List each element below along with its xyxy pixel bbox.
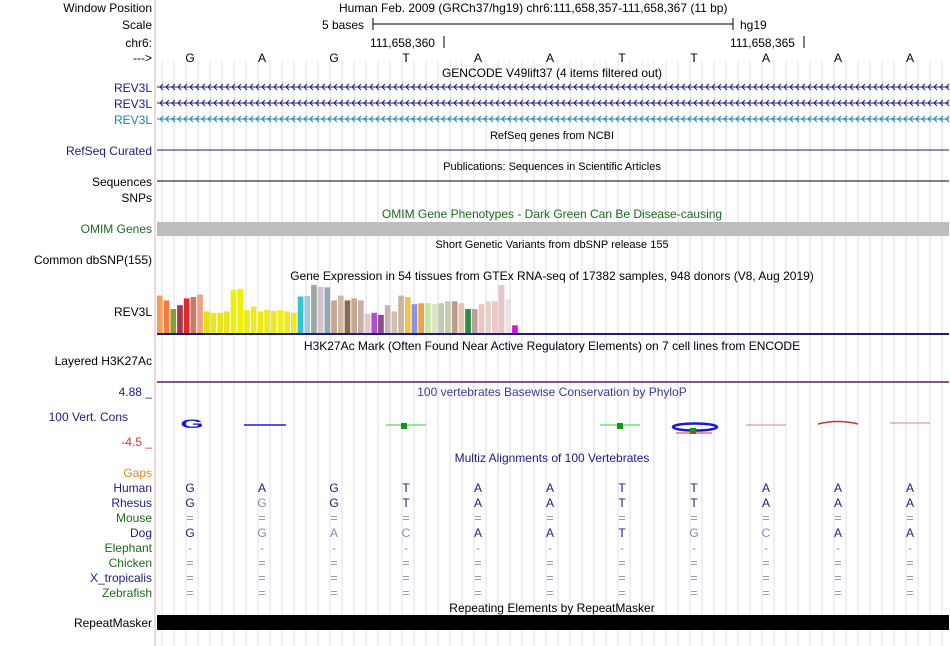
- alignment-base: =: [906, 571, 914, 585]
- gtex-tissue-bar[interactable]: [505, 299, 511, 333]
- ruler-base: A: [473, 51, 483, 65]
- alignment-base: =: [258, 571, 266, 585]
- alignment-base: A: [473, 526, 483, 540]
- alignment-base: G: [689, 526, 699, 540]
- alignment-base: A: [473, 496, 483, 510]
- scale-bar: [373, 18, 733, 30]
- gtex-tissue-bar[interactable]: [311, 285, 317, 333]
- alignment-base: A: [833, 526, 843, 540]
- repeatmasker-bar[interactable]: [157, 615, 949, 630]
- gtex-tissue-bar[interactable]: [405, 297, 411, 333]
- ruler-base: A: [545, 51, 555, 65]
- alignment-base: A: [545, 496, 555, 510]
- gtex-tissue-bar[interactable]: [351, 298, 357, 333]
- gtex-tissue-bar[interactable]: [425, 303, 431, 333]
- alignment-base: =: [402, 556, 410, 570]
- alignment-base: A: [905, 481, 915, 495]
- alignment-base: =: [186, 556, 194, 570]
- alignment-base: =: [618, 586, 626, 600]
- alignment-base: =: [690, 556, 698, 570]
- alignment-base: C: [761, 526, 771, 540]
- alignment-base: -: [476, 541, 480, 555]
- alignment-base: T: [402, 496, 410, 510]
- gtex-tissue-bar[interactable]: [271, 311, 277, 333]
- strand-label: --->: [133, 51, 152, 65]
- alignment-base: T: [618, 481, 626, 495]
- gtex-tissue-bar[interactable]: [365, 314, 371, 333]
- gtex-tissue-bar[interactable]: [244, 310, 250, 333]
- alignment-base: C: [401, 526, 411, 540]
- ruler-base: A: [905, 51, 915, 65]
- gtex-tissue-bar[interactable]: [385, 305, 391, 333]
- gtex-tissue-bar[interactable]: [512, 325, 518, 333]
- species-label[interactable]: X_tropicalis: [89, 571, 152, 585]
- snps-label[interactable]: SNPs: [121, 191, 152, 205]
- gtex-title[interactable]: Gene Expression in 54 tissues from GTEx RNA-seq of 17382 samples, 948 donors (V8, Aug 2019): [290, 269, 814, 283]
- alignment-base: =: [330, 571, 338, 585]
- alignment-base: T: [402, 481, 410, 495]
- gencode-item-2[interactable]: REV3L: [113, 97, 152, 111]
- gtex-tissue-bar[interactable]: [284, 311, 290, 333]
- alignment-base: =: [618, 571, 626, 585]
- gaps-label: Gaps: [123, 466, 152, 480]
- alignment-base: =: [618, 556, 626, 570]
- gtex-tissue-bar[interactable]: [278, 310, 284, 333]
- alignment-base: A: [329, 526, 339, 540]
- species-label[interactable]: Chicken: [108, 556, 152, 570]
- alignment-base: =: [690, 586, 698, 600]
- gtex-tissue-bar[interactable]: [412, 304, 418, 333]
- alignment-base: G: [257, 526, 267, 540]
- gtex-tissue-bar[interactable]: [298, 297, 304, 334]
- alignment-base: =: [258, 586, 266, 600]
- alignment-base: G: [185, 481, 195, 495]
- gtex-tissue-bar[interactable]: [204, 311, 210, 333]
- gtex-tissue-bar[interactable]: [499, 285, 505, 333]
- omim-label[interactable]: OMIM Genes: [80, 222, 152, 236]
- gtex-tissue-bar[interactable]: [465, 309, 471, 333]
- species-label[interactable]: Mouse: [115, 511, 152, 525]
- phylop-min: -4.5 _: [121, 435, 152, 449]
- dbsnp-title[interactable]: Short Genetic Variants from dbSNP release 155: [435, 239, 669, 251]
- gencode-gene-line[interactable]: [157, 116, 949, 122]
- alignment-base: =: [834, 556, 842, 570]
- h3k27ac-label[interactable]: Layered H3K27Ac: [54, 354, 152, 368]
- assembly-title: Human Feb. 2009 (GRCh37/hg19) chr6:111,658,357-111,658,367 (11 bp): [339, 1, 728, 15]
- alignment-base: =: [258, 511, 266, 525]
- alignment-base: A: [545, 481, 555, 495]
- position-label-2: 111,658,365: [730, 36, 795, 50]
- gtex-tissue-bar[interactable]: [432, 304, 438, 333]
- alignment-base: -: [836, 541, 840, 555]
- ruler-base: G: [185, 51, 195, 65]
- alignment-base: =: [546, 586, 554, 600]
- gtex-tissue-bar[interactable]: [479, 304, 485, 333]
- gtex-tissue-bar[interactable]: [191, 297, 197, 333]
- alignment-base: -: [260, 541, 264, 555]
- alignment-base: G: [257, 496, 267, 510]
- chrom-label: chr6:: [125, 36, 152, 50]
- scale-db: hg19: [740, 18, 767, 32]
- phylop-label[interactable]: 100 Vert. Cons: [48, 410, 128, 424]
- alignment-base: -: [692, 541, 696, 555]
- alignment-base: G: [329, 481, 339, 495]
- alignment-base: A: [761, 496, 771, 510]
- species-label[interactable]: Elephant: [104, 541, 152, 555]
- alignment-base: =: [402, 586, 410, 600]
- gtex-tissue-bar[interactable]: [170, 309, 176, 333]
- gtex-tissue-bar[interactable]: [418, 303, 424, 333]
- alignment-base: =: [906, 511, 914, 525]
- alignment-base: =: [834, 511, 842, 525]
- alignment-base: =: [402, 571, 410, 585]
- alignment-base: =: [546, 511, 554, 525]
- alignment-base: =: [330, 586, 338, 600]
- species-label[interactable]: Human: [113, 481, 152, 495]
- alignment-base: =: [474, 511, 482, 525]
- alignment-base: =: [834, 571, 842, 585]
- ruler-base: T: [402, 51, 410, 65]
- gtex-tissue-bar[interactable]: [331, 300, 337, 333]
- multiz-title[interactable]: Multiz Alignments of 100 Vertebrates: [454, 451, 650, 465]
- gtex-tissue-bar[interactable]: [452, 301, 458, 333]
- alignment-base: =: [546, 571, 554, 585]
- alignment-base: -: [764, 541, 768, 555]
- alignment-base: =: [690, 511, 698, 525]
- alignment-base: -: [548, 541, 552, 555]
- alignment-base: =: [474, 586, 482, 600]
- scale-text: 5 bases: [322, 18, 365, 32]
- alignment-base: =: [258, 556, 266, 570]
- alignment-base: -: [908, 541, 912, 555]
- gtex-tissue-bar[interactable]: [398, 296, 404, 333]
- phylop-signal: [180, 417, 930, 434]
- alignment-base: G: [185, 496, 195, 510]
- ruler-base: A: [257, 51, 267, 65]
- refseq-label[interactable]: RefSeq Curated: [65, 144, 152, 158]
- gtex-tissue-bar[interactable]: [392, 311, 398, 333]
- gtex-tissue-bar[interactable]: [264, 310, 270, 333]
- alignment-base: =: [762, 556, 770, 570]
- alignment-base: =: [690, 571, 698, 585]
- position-label-1: 111,658,360: [370, 36, 435, 50]
- alignment-base: =: [762, 586, 770, 600]
- gencode-gene-line[interactable]: [157, 84, 949, 90]
- gtex-tissue-bar[interactable]: [177, 305, 183, 333]
- gtex-tissue-bar[interactable]: [224, 311, 230, 333]
- gencode-title[interactable]: GENCODE V49lift37 (4 items filtered out): [441, 66, 663, 80]
- gtex-tissue-bar[interactable]: [237, 289, 243, 333]
- gtex-tissue-bar[interactable]: [184, 298, 190, 333]
- gtex-tissue-bar[interactable]: [445, 301, 451, 333]
- ruler-base: T: [690, 51, 698, 65]
- refseq-title[interactable]: RefSeq genes from NCBI: [489, 130, 615, 142]
- omim-title[interactable]: OMIM Gene Phenotypes - Dark Green Can Be Disease-causing: [381, 207, 723, 221]
- alignment-base: G: [185, 526, 195, 540]
- scale-label: Scale: [121, 18, 152, 32]
- window-position-label: Window Position: [63, 1, 152, 15]
- alignment-base: T: [690, 496, 698, 510]
- alignment-base: =: [906, 586, 914, 600]
- gtex-tissue-bar[interactable]: [164, 300, 170, 333]
- alignment-base: =: [474, 571, 482, 585]
- gtex-tissue-bar[interactable]: [345, 300, 351, 333]
- gtex-tissue-bar[interactable]: [217, 313, 223, 333]
- gtex-tissue-bar[interactable]: [251, 307, 257, 333]
- sequences-label[interactable]: Sequences: [91, 175, 152, 189]
- gtex-tissue-bar[interactable]: [338, 296, 344, 333]
- gencode-item-3[interactable]: REV3L: [113, 113, 152, 127]
- alignment-base: T: [618, 526, 626, 540]
- alignment-base: T: [690, 481, 698, 495]
- rmsk-title[interactable]: Repeating Elements by RepeatMasker: [449, 601, 655, 615]
- alignment-base: A: [545, 526, 555, 540]
- alignment-base: T: [618, 496, 626, 510]
- ruler-base: G: [329, 51, 339, 65]
- alignment-base: =: [186, 511, 194, 525]
- alignment-base: -: [404, 541, 408, 555]
- alignment-base: =: [546, 556, 554, 570]
- gtex-tissue-bar[interactable]: [485, 301, 491, 333]
- gtex-tissue-bar[interactable]: [472, 309, 478, 333]
- ruler-base: A: [833, 51, 843, 65]
- gencode-item-1[interactable]: REV3L: [113, 81, 152, 95]
- alignment-base: =: [834, 586, 842, 600]
- alignment-base: =: [330, 511, 338, 525]
- alignment-base: G: [329, 496, 339, 510]
- gtex-tissue-bar[interactable]: [371, 313, 377, 333]
- ruler-base: A: [761, 51, 771, 65]
- gtex-tissue-bar[interactable]: [231, 290, 237, 333]
- species-label[interactable]: Rhesus: [111, 496, 152, 510]
- omim-phenotype-bar[interactable]: [157, 222, 949, 236]
- gencode-gene-line[interactable]: [157, 100, 949, 106]
- h3k27ac-title[interactable]: H3K27Ac Mark (Often Found Near Active Regulatory Elements) on 7 cell lines from ENCODE: [303, 339, 801, 353]
- alignment-base: A: [905, 496, 915, 510]
- alignment-base: A: [761, 481, 771, 495]
- alignment-base: =: [330, 556, 338, 570]
- gtex-tissue-bar[interactable]: [438, 303, 444, 333]
- alignment-base: A: [257, 481, 267, 495]
- gtex-label[interactable]: REV3L: [113, 305, 152, 319]
- repeatmasker-label[interactable]: RepeatMasker: [73, 616, 152, 630]
- gtex-tissue-bar[interactable]: [325, 287, 331, 333]
- phylop-title[interactable]: 100 vertebrates Basewise Conservation by PhyloP: [417, 385, 687, 399]
- alignment-base: A: [833, 481, 843, 495]
- gtex-tissue-bar[interactable]: [318, 287, 324, 333]
- gtex-tissue-bar[interactable]: [258, 311, 264, 333]
- alignment-base: A: [833, 496, 843, 510]
- alignment-base: -: [332, 541, 336, 555]
- dbsnp-label[interactable]: Common dbSNP(155): [33, 253, 152, 267]
- gtex-tissue-bar[interactable]: [459, 303, 465, 333]
- species-label[interactable]: Dog: [129, 526, 152, 540]
- alignment-base: A: [473, 481, 483, 495]
- alignment-base: -: [620, 541, 624, 555]
- alignment-base: =: [186, 571, 194, 585]
- species-label[interactable]: Zebrafish: [101, 586, 152, 600]
- alignment-base: A: [905, 526, 915, 540]
- gtex-tissue-bar[interactable]: [291, 313, 297, 333]
- ruler-base: T: [618, 51, 626, 65]
- pubs-title[interactable]: Publications: Sequences in Scientific Articles: [443, 161, 661, 173]
- phylop-max: 4.88 _: [118, 385, 152, 399]
- gtex-tissue-bar[interactable]: [157, 296, 163, 333]
- alignment-base: =: [474, 556, 482, 570]
- phylop-logo-g: G: [180, 416, 204, 431]
- alignment-base: =: [618, 511, 626, 525]
- gtex-tissue-bar[interactable]: [492, 301, 498, 333]
- alignment-base: =: [762, 511, 770, 525]
- gtex-tissue-bar[interactable]: [197, 295, 203, 333]
- alignment-base: =: [402, 511, 410, 525]
- gtex-tissue-bar[interactable]: [358, 300, 364, 333]
- alignment-base: =: [906, 556, 914, 570]
- gtex-tissue-bar[interactable]: [211, 313, 217, 333]
- alignment-base: -: [188, 541, 192, 555]
- gtex-tissue-bar[interactable]: [378, 315, 384, 333]
- gtex-tissue-bar[interactable]: [304, 296, 310, 333]
- alignment-base: =: [762, 571, 770, 585]
- alignment-base: =: [186, 586, 194, 600]
